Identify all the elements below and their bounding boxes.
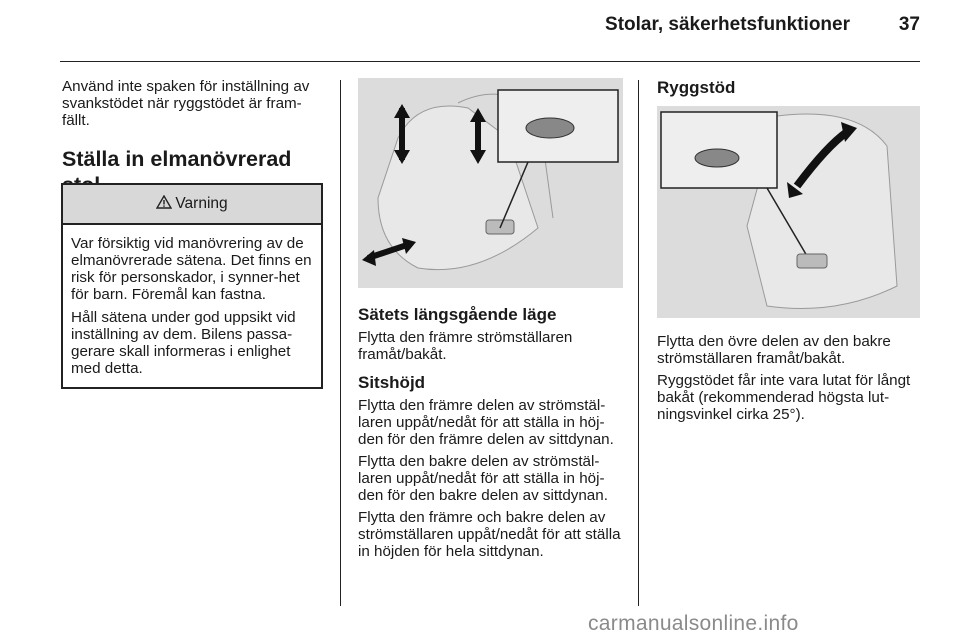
intro-paragraph: Använd inte spaken för inställning av svankstödet när ryggstödet är fram-fällt. — [62, 78, 310, 129]
page-number: 37 — [898, 14, 920, 35]
paragraph: Flytta den främre och bakre delen av strömställaren uppåt/nedåt för att ställa in höjden för hela sittdynan. — [358, 509, 621, 560]
heading-seat-height: Sitshöjd — [358, 373, 426, 392]
column-3-heading-wrap — [657, 78, 922, 102]
paragraph: Flytta den bakre delen av strömstäl-laren uppåt/nedåt för att ställa in höj-den för den bakre delen av sittdynan. — [358, 453, 608, 504]
warning-header — [63, 185, 321, 225]
watermark: carmanualsonline.info — [588, 612, 799, 635]
section-title: Ställa in elmanövrerad — [62, 147, 292, 171]
column-divider-1 — [340, 80, 341, 606]
backrest-illustration — [657, 106, 920, 318]
warning-paragraph: Var försiktig vid manövrering av de elmanövrerade sätena. Det finns en risk för personskador, i synner-het för barn. Föremål kan fastna. — [71, 235, 312, 303]
warning-triangle-icon — [156, 195, 172, 214]
column-3-text — [657, 333, 922, 428]
heading-backrest: Ryggstöd — [657, 78, 736, 97]
warning-title: Varning — [175, 195, 228, 212]
paragraph: Ryggstödet får inte vara lutat för långt bakåt (rekommenderad högsta lut-ningsvinkel cirka 25°). — [657, 372, 911, 423]
paragraph: Flytta den övre delen av den bakre strömställaren framåt/bakåt. — [657, 333, 891, 367]
column-divider-2 — [638, 80, 639, 606]
header-rule — [60, 61, 920, 62]
paragraph: Flytta den främre delen av strömstäl-laren uppåt/nedåt för att ställa in höj-den för den främre delen av sittdynan. — [358, 397, 614, 448]
heading-longitudinal: Sätets längsgående läge — [358, 305, 557, 324]
paragraph: Flytta den främre strömställaren framåt/bakåt. — [358, 329, 573, 363]
seat-adjust-illustration — [358, 78, 623, 288]
warning-box — [61, 183, 323, 389]
running-header: Stolar, säkerhetsfunktioner — [605, 14, 850, 35]
warning-paragraph: Håll sätena under god uppsikt vid inställning av dem. Bilens passa-gerare skall informeras i enlighet med detta. — [71, 309, 296, 377]
column-1 — [62, 78, 324, 198]
column-2-text — [358, 305, 623, 565]
